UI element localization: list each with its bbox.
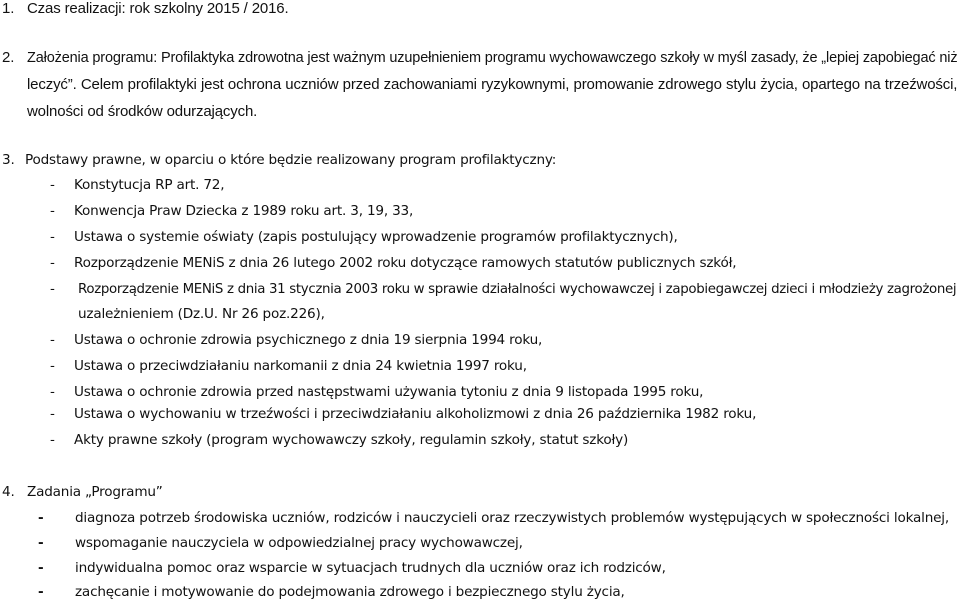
section-4-number: 4. [2,484,15,500]
legal-basis-item: Konwencja Praw Dziecka z 1989 roku art. 3, 19, 33, [74,203,414,219]
task-item: diagnoza potrzeb środowiska uczniów, rodziców i nauczycieli oraz rzeczywistych problemów występujących w społeczności lokalnej, [75,510,949,526]
list-dash: - [38,560,44,576]
legal-basis-item: Ustawa o przeciwdziałaniu narkomanii z dnia 24 kwietnia 1997 roku, [74,358,527,374]
legal-basis-item: Ustawa o ochronie zdrowia przed następstwami używania tytoniu z dnia 9 listopada 1995 roku, [74,384,704,400]
legal-basis-item: Ustawa o systemie oświaty (zapis postulujący wprowadzenie programów profilaktycznych), [74,229,678,245]
list-dash: - [38,584,44,600]
legal-basis-item: Ustawa o ochronie zdrowia psychicznego z dnia 19 sierpnia 1994 roku, [74,332,543,348]
section-2-line-1: Założenia programu: Profilaktyka zdrowotna jest ważnym uzupełnieniem programu wychowawczego szkoły w myśl zasady, że „lepiej zapobiegać niż [27,49,958,66]
section-2-number: 2. [2,49,15,66]
section-1-text: Czas realizacji: rok szkolny 2015 / 2016. [27,0,289,17]
task-item: zachęcanie i motywowanie do podejmowania zdrowego i bezpiecznego stylu życia, [75,584,625,600]
list-dash: - [50,358,55,374]
list-dash: - [38,510,44,526]
list-dash: - [50,203,55,219]
list-dash: - [50,332,55,348]
list-dash: - [50,432,55,448]
section-3-heading: Podstawy prawne, w oparciu o które będzie realizowany program profilaktyczny: [25,152,557,168]
section-4-heading: Zadania „Programu” [27,484,163,500]
legal-basis-item: Akty prawne szkoły (program wychowawczy szkoły, regulamin szkoły, statut szkoły) [74,432,629,448]
list-dash: - [38,535,44,551]
task-item: indywidualna pomoc oraz wsparcie w sytuacjach trudnych dla uczniów oraz ich rodziców, [75,560,666,576]
task-item: wspomaganie nauczyciela w odpowiedzialnej pracy wychowawczej, [75,535,523,551]
section-2-line-3: wolności od środków odurzających. [27,103,258,120]
list-dash: - [50,281,55,297]
legal-basis-item: Rozporządzenie MENiS z dnia 26 lutego 2002 roku dotyczące ramowych statutów publicznych szkół, [74,255,737,271]
list-dash: - [50,384,55,400]
legal-basis-item: Ustawa o wychowaniu w trzeźwości i przeciwdziałaniu alkoholizmowi z dnia 26 października 1982 roku, [74,406,757,422]
section-2-line-2: leczyć”. Celem profilaktyki jest ochrona uczniów przed zachowaniami ryzykownymi, promowanie zdrowego stylu życia, opartego na trzeźwości, [27,76,958,93]
legal-basis-item-continuation: uzależnieniem (Dz.U. Nr 26 poz.226), [78,306,325,322]
list-dash: - [50,177,55,193]
legal-basis-item: Rozporządzenie MENiS z dnia 31 stycznia 2003 roku w sprawie działalności wychowawczej i zapobiegawczej dzieci i młodzieży zagrożonej [78,281,957,297]
list-dash: - [50,229,55,245]
legal-basis-item: Konstytucja RP art. 72, [74,177,225,193]
section-1-number: 1. [2,0,15,17]
list-dash: - [50,406,55,422]
section-3-number: 3. [2,152,15,168]
list-dash: - [50,255,55,271]
